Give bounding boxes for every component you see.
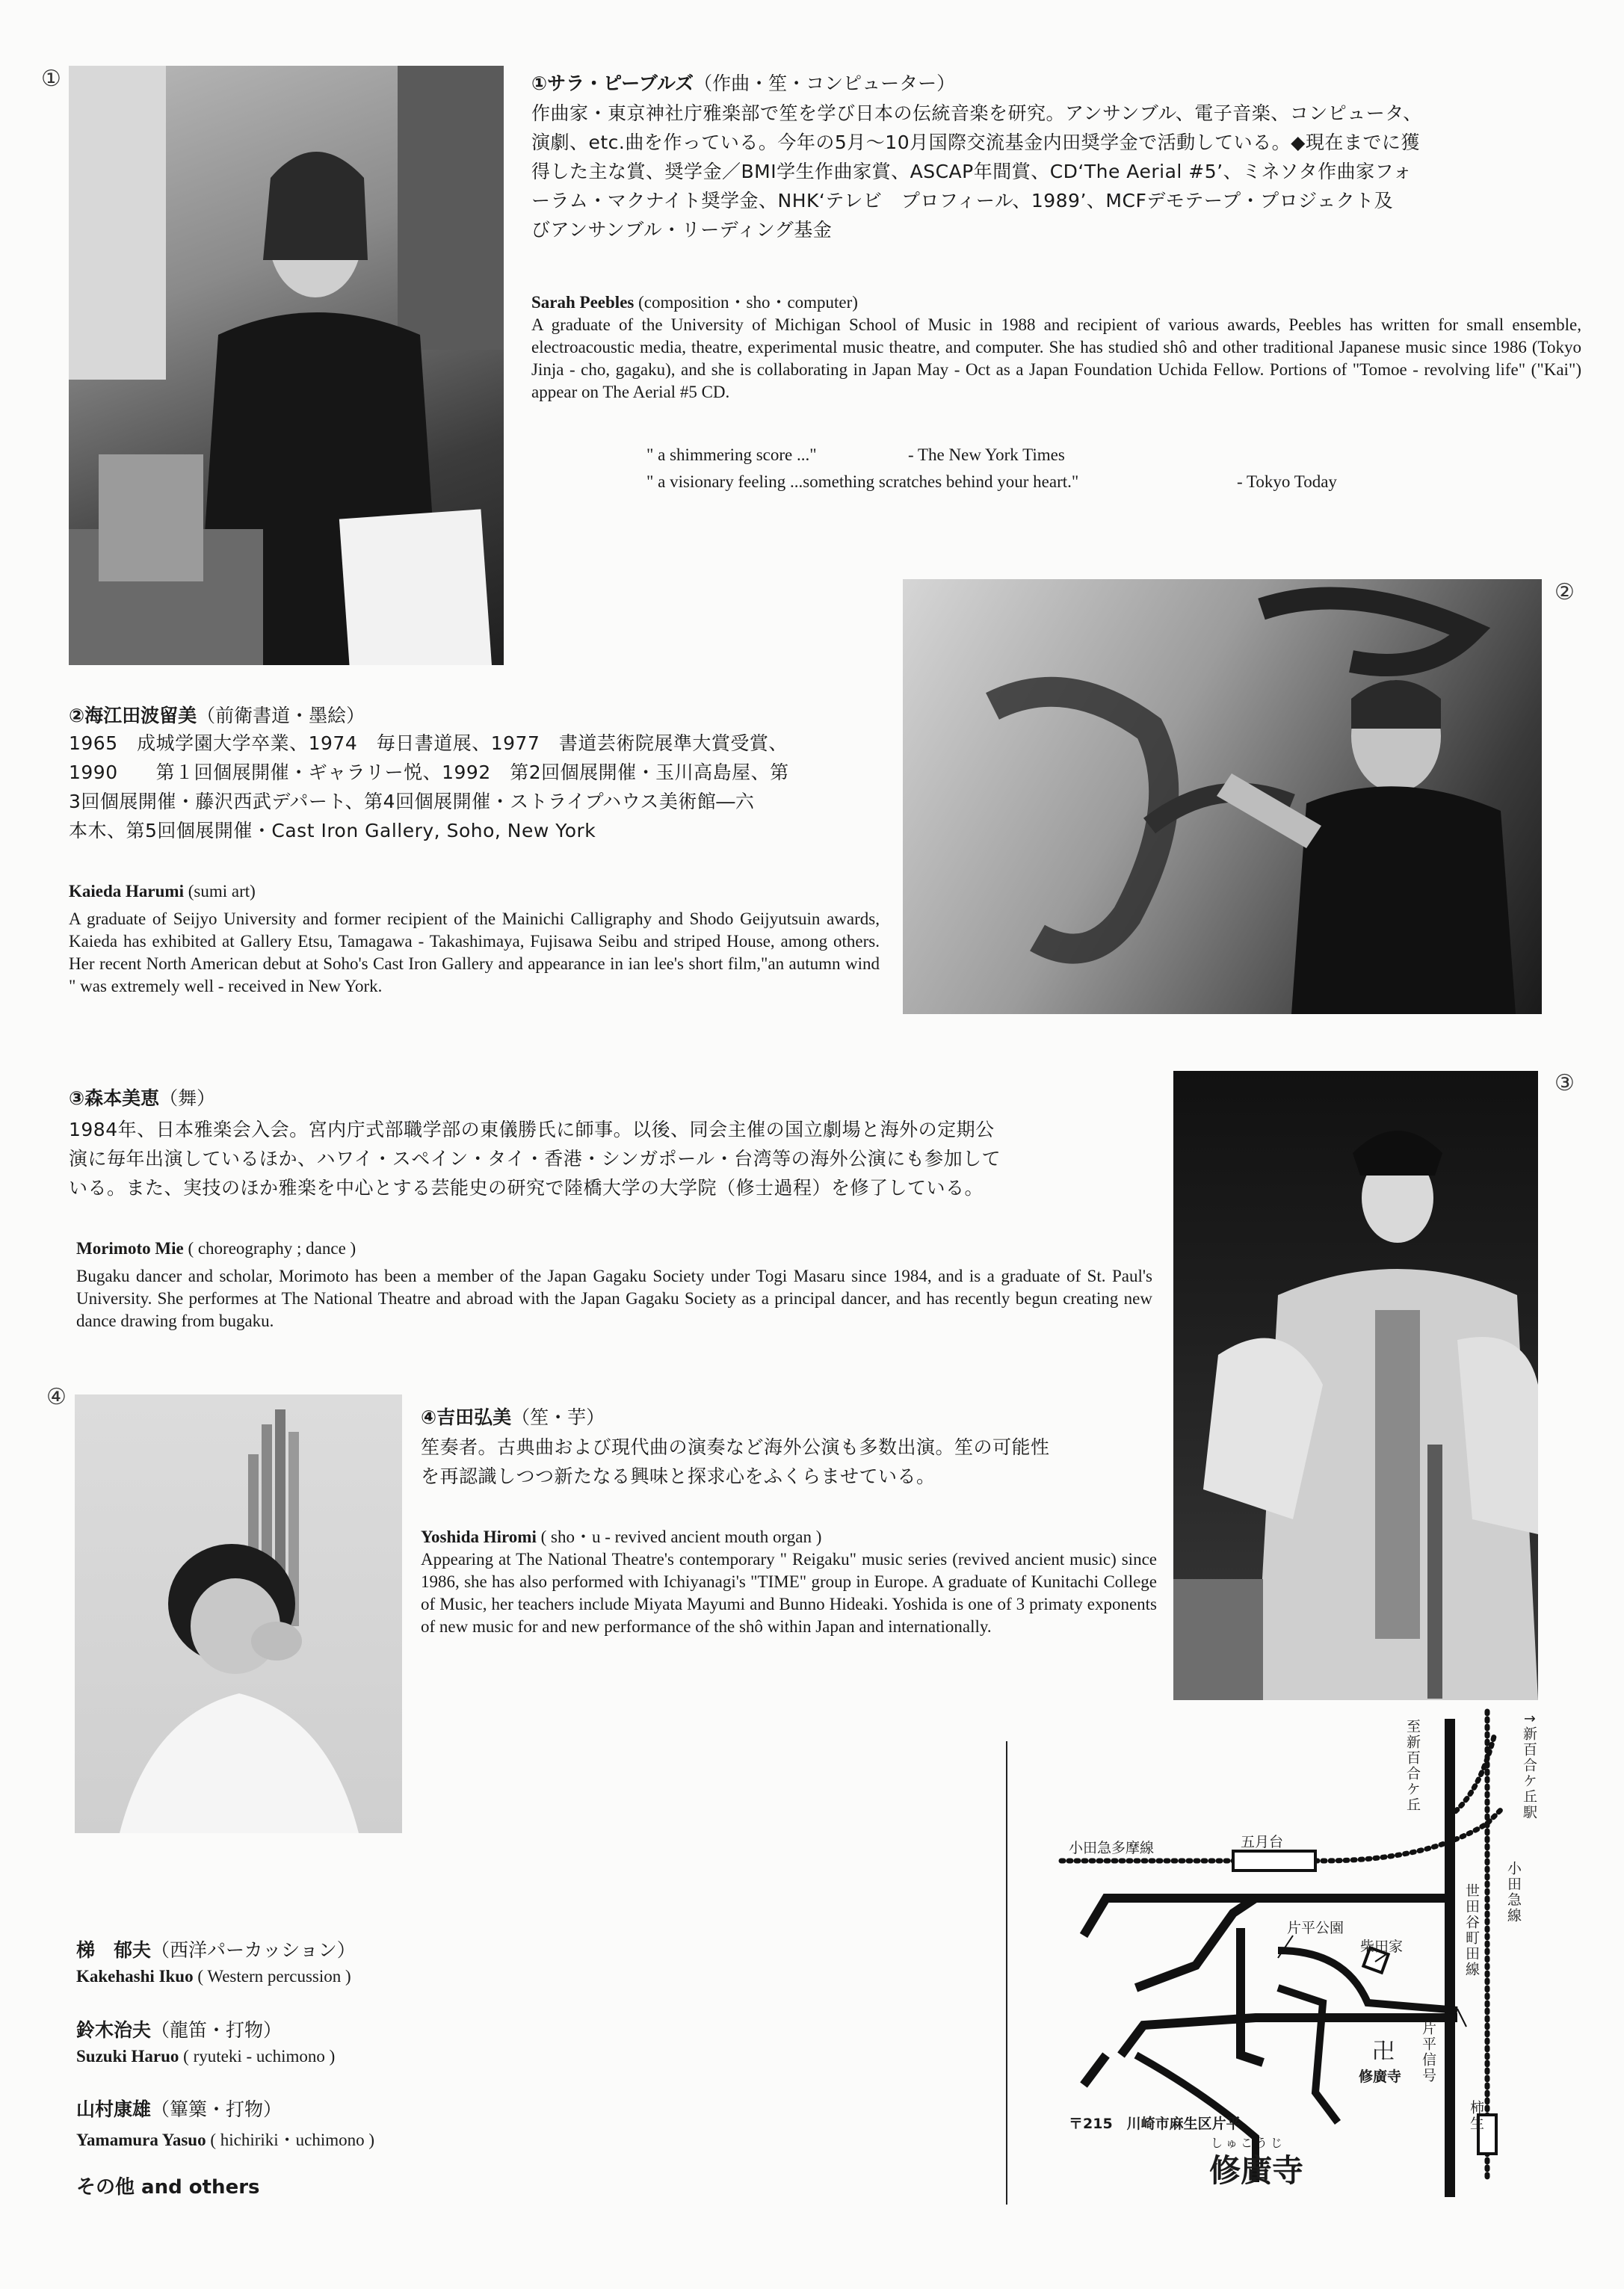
- kaieda-jp-line: 1965 成城学園大学卒業、1974 毎日書道展、1977 書道芸術院展準大賞受賞、: [69, 732, 788, 754]
- quote-2-source: - Tokyo Today: [1237, 472, 1337, 491]
- morimoto-jp-heading: [69, 1084, 215, 1110]
- map-shibata-label: 柴田家: [1360, 1939, 1404, 1955]
- map-shin-yurigaoka-label: 至新百合ケ丘: [1404, 1719, 1421, 1813]
- sarah-en-bio: A graduate of the University of Michigan School of Music in 1988 and recipient of various awards, Peebles has written for small ensemble, electroacoustic media, theatre, experimental music theatre, and computer. She has studied shô and other traditional Japanese music since 1986 (Tokyo Jinja - cho, gagaku), and she is collaborating in Japan May - Oct as a Japan Foundation Uchida Fellow. Portions of "Tomoe - revolving life" ("Kai") appear on The Aerial #5 CD.: [531, 315, 1581, 401]
- member-en-role: ( Western percussion ): [197, 1967, 351, 1986]
- yoshida-en-heading: [421, 1523, 821, 1548]
- kaieda-en-name: Kaieda Harumi: [69, 882, 184, 901]
- yoshida-jp-line: 笙奏者。古典曲および現代曲の演奏など海外公演も多数出演。笙の可能性: [421, 1436, 1050, 1458]
- sarah-jp-line: ーラム・マクナイト奨学金、NHK‘テレビ プロフィール、1989’、MCFデモテープ・プロジェクト及: [531, 190, 1394, 211]
- kaieda-en-heading: [69, 882, 256, 901]
- marker-2: ②: [1554, 579, 1575, 605]
- map-odakyu-line-label: 小田急線: [1505, 1861, 1522, 1924]
- yoshida-jp-heading: [421, 1403, 605, 1430]
- marker-3: ③: [1554, 1070, 1575, 1096]
- yoshida-jp-role: （笙・芋）: [511, 1406, 605, 1428]
- sarah-en-heading: [531, 288, 858, 313]
- morimoto-jp-role: （舞）: [159, 1087, 216, 1109]
- others-label: その他 and others: [76, 2176, 260, 2199]
- kaieda-jp-line: 1990 第１回個展開催・ギャラリー悦、1992 第2回個展開催・玉川高島屋、第: [69, 762, 789, 783]
- morimoto-en-heading: [76, 1239, 356, 1258]
- sarah-jp-bio: [531, 99, 1593, 244]
- map-temple-ruby: しゅこうじ: [1211, 2136, 1286, 2150]
- yoshida-en-bio: Appearing at The National Theatre's contemporary " Reigaku" music series (revived ancient music) since 1986, she has also performed with Ichiyanagi's "TIME" group in Europe. A graduate of Kunitachi College of Music, her teachers include Miyata Mayumi and Bunno Hideaki. Yoshida is one of 3 primaty exponents of new music for and new performance of the shô within Japan and internationally.: [421, 1550, 1157, 1636]
- quote-2-text: " a visionary feeling ...something scratches behind your heart.": [646, 472, 1079, 491]
- yoshida-jp-line: を再認識しつつ新たなる興味と探求心をふくらませている。: [421, 1465, 936, 1487]
- yoshida-jp-bio: [421, 1433, 1168, 1491]
- map-divider: [1006, 1741, 1007, 2205]
- photo-morimoto-mie: [1173, 1071, 1538, 1700]
- kaieda-jp-name: ②海江田波留美: [69, 705, 197, 726]
- map-katahira-signal-label: 片平信号: [1420, 2021, 1436, 2083]
- yoshida-en-role: ( sho・u - revived ancient mouth organ ): [540, 1527, 822, 1546]
- member-suzuki: [76, 2015, 335, 2066]
- member-jp-role: （龍笛・打物）: [151, 2019, 282, 2041]
- map-kakio-label: 柿生: [1468, 2100, 1484, 2131]
- member-jp-name: 梯 郁夫: [76, 1939, 152, 1961]
- sarah-jp-name: ①サラ・ピーブルズ: [531, 72, 694, 94]
- map-setagaya-label: 世田谷町田線: [1463, 1883, 1480, 1977]
- map-temple-name: 修廣寺: [1209, 2152, 1304, 2189]
- kaieda-en-role: (sumi art): [188, 882, 256, 901]
- member-en-name: Kakehashi Ikuo: [76, 1967, 194, 1986]
- map-satsukidai-label: 五月台: [1241, 1834, 1284, 1850]
- temple-icon: 卍: [1372, 2039, 1395, 2065]
- member-en-name: Yamamura Yasuo: [76, 2131, 206, 2149]
- marker-1: ①: [41, 66, 61, 92]
- sarah-en-name: Sarah Peebles: [531, 293, 635, 312]
- map-station-label: ↑新百合ケ丘駅: [1521, 1713, 1537, 1820]
- quote-1-text: " a shimmering score ...": [646, 445, 817, 464]
- sarah-jp-line: 作曲家・東京神社庁雅楽部で笙を学び日本の伝統音楽を研究。アンサンブル、電子音楽、コンピュータ、: [531, 102, 1422, 124]
- sarah-jp-line: びアンサンブル・リーディング基金: [531, 219, 833, 241]
- member-en-name: Suzuki Haruo: [76, 2047, 179, 2066]
- morimoto-en-name: Morimoto Mie: [76, 1239, 184, 1258]
- sarah-en-role: (composition・sho・computer): [638, 293, 858, 312]
- map-temple-label: 修廣寺: [1359, 2069, 1402, 2085]
- map-odakyu-tama-label: 小田急多摩線: [1069, 1840, 1155, 1856]
- member-en-role: ( ryuteki - uchimono ): [183, 2047, 336, 2066]
- morimoto-jp-line: 演に毎年出演しているほか、ハワイ・スペイン・タイ・香港・シンガポール・台湾等の海外公演にも参加して: [69, 1148, 1001, 1170]
- map-katahira-park-label: 片平公園: [1287, 1920, 1344, 1936]
- kaieda-en-bio: A graduate of Seijyo University and former recipient of the Mainichi Calligraphy and Shodo Geijyutsuin awards, Kaieda has exhibited at Gallery Etsu, Tamagawa - Takashimaya, Fujisawa Seibu and striped House, among others. Her recent North American debut at Soho's Cast Iron Gallery and appearance in ian lee's short film,"an autumn wind " was extremely well - received in New York.: [69, 909, 880, 995]
- yoshida-jp-name: ④吉田弘美: [421, 1406, 512, 1428]
- map-roads: [1009, 1704, 1592, 2212]
- sarah-jp-line: 得した主な賞、奨学金／BMI学生作曲家賞、ASCAP年間賞、CD‘The Aerial #5’、ミネソタ作曲家フォ: [531, 161, 1412, 182]
- photo-kaieda-harumi: [903, 579, 1542, 1014]
- member-jp-role: （篳篥・打物）: [151, 2098, 282, 2120]
- yoshida-en-name: Yoshida Hiromi: [421, 1527, 537, 1546]
- sarah-jp-heading: [531, 69, 955, 96]
- morimoto-jp-line: 1984年、日本雅楽会入会。宮内庁式部職学部の東儀勝氏に師事。以後、同会主催の国立劇場と海外の定期公: [69, 1119, 995, 1140]
- sarah-jp-line: 演劇、etc.曲を作っている。今年の5月～10月国際交流基金内田奨学金で活動している。◆現在までに獲: [531, 132, 1420, 153]
- morimoto-en-role: ( choreography ; dance ): [188, 1239, 356, 1258]
- morimoto-jp-bio: [69, 1115, 1175, 1202]
- morimoto-jp-line: いる。また、実技のほか雅楽を中心とする芸能史の研究で陸橋大学の大学院（修士過程）を修了している。: [69, 1177, 984, 1199]
- photo-sarah-peebles: [69, 66, 504, 665]
- kaieda-jp-line: 3回個展開催・藤沢西武デパート、第4回個展開催・ストライプハウス美術館―六: [69, 791, 755, 812]
- photo-yoshida-hiromi: [75, 1394, 402, 1833]
- kaieda-jp-line: 本木、第5回個展開催・Cast Iron Gallery, Soho, New York: [69, 820, 596, 841]
- access-map: [1009, 1704, 1592, 2212]
- marker-4: ④: [46, 1384, 67, 1410]
- sarah-jp-role: （作曲・笙・コンピューター）: [694, 72, 956, 94]
- morimoto-en-bio: Bugaku dancer and scholar, Morimoto has been a member of the Japan Gagaku Society under Togi Masaru since 1984, and is a graduate of St. Paul's University. She performes at The National Theatre and abroad with the Japan Gagaku Society as a principal dancer, and has recently begun creating new dance drawing from bugaku.: [76, 1267, 1152, 1330]
- kaieda-jp-bio: [69, 729, 891, 845]
- map-address: 〒215 川崎市麻生区片平: [1069, 2116, 1241, 2132]
- member-yamamura: [76, 2095, 374, 2151]
- member-en-role: ( hichiriki・uchimono ): [210, 2131, 375, 2149]
- kaieda-jp-heading: [69, 701, 365, 728]
- quote-1-source: - The New York Times: [908, 445, 1065, 464]
- member-jp-role: （西洋パーカッション）: [151, 1939, 356, 1961]
- member-jp-name: 山村康雄: [76, 2098, 152, 2120]
- kaieda-jp-role: （前衛書道・墨絵）: [197, 705, 365, 726]
- member-jp-name: 鈴木治夫: [76, 2019, 152, 2041]
- morimoto-jp-name: ③森本美恵: [69, 1087, 160, 1109]
- member-kakehashi: [76, 1936, 356, 1986]
